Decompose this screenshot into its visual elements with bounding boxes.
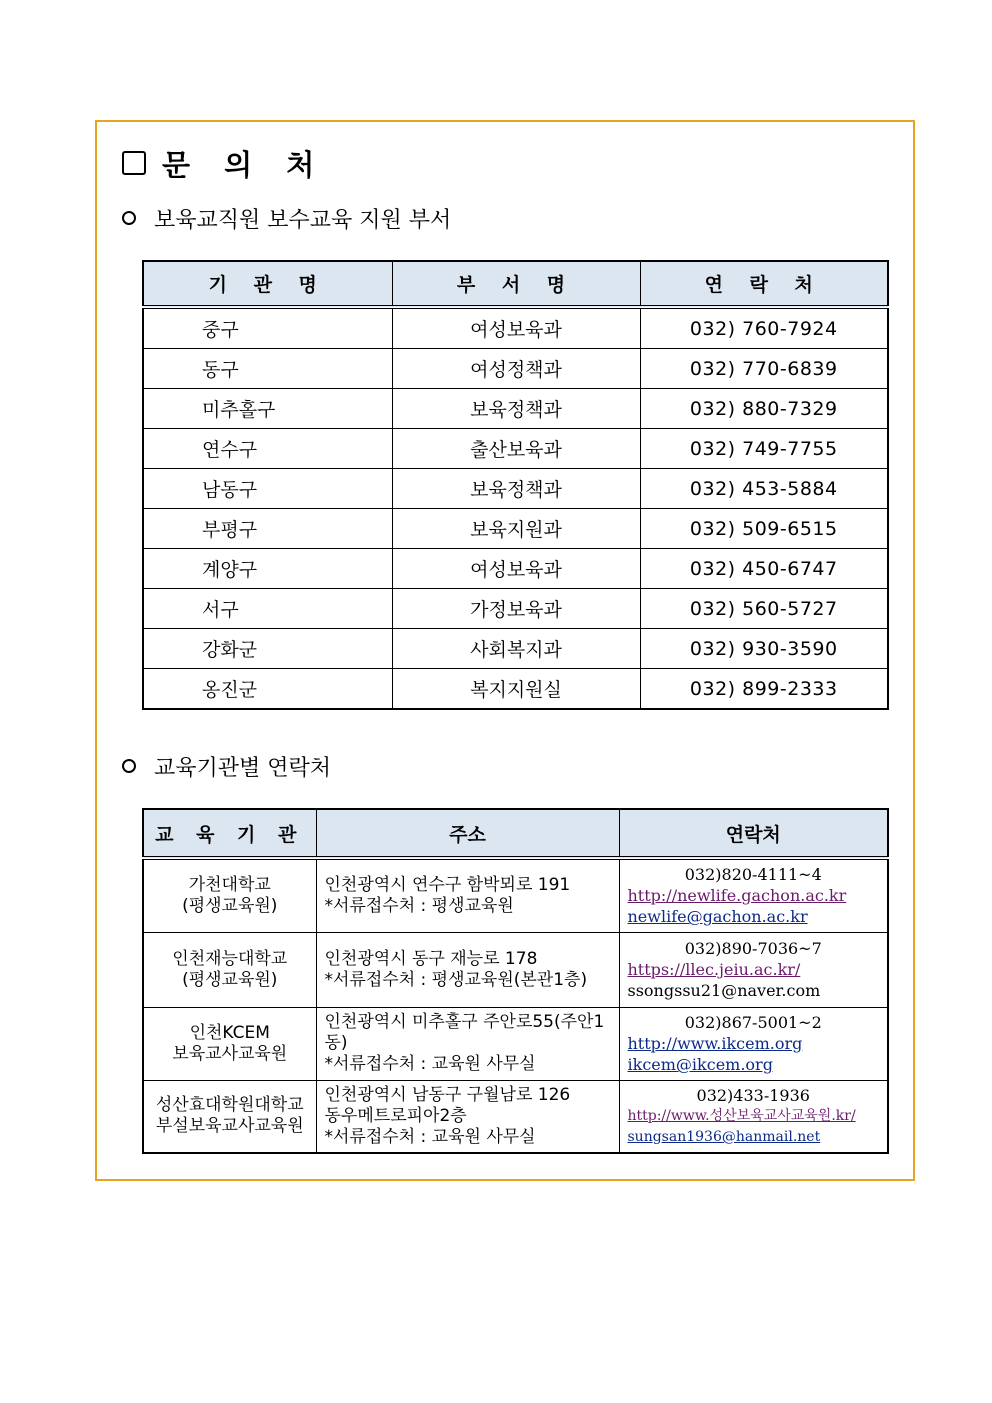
phone-number: 032) 770-6839 <box>640 349 888 389</box>
institution-line: 부설보육교사교육원 <box>155 1116 304 1137</box>
agency-name: 남동구 <box>143 469 392 509</box>
dept-name: 여성보육과 <box>392 549 640 589</box>
agency-name: 부평구 <box>143 509 392 549</box>
checkbox-icon <box>122 151 146 175</box>
dept-name: 가정보육과 <box>392 589 640 629</box>
agency-name: 중구 <box>143 307 392 349</box>
address-line: 인천광역시 동구 재능로 178 <box>324 948 538 969</box>
table-row <box>143 669 888 710</box>
institution-line: 보육교사교육원 <box>172 1043 288 1064</box>
phone-number: 032) 760-7924 <box>640 307 888 349</box>
address-line: *서류접수처 : 평생교육원 <box>324 895 514 916</box>
institution-line: 인천재능대학교 <box>172 948 288 969</box>
institution-name <box>143 1007 316 1080</box>
agency-name: 미추홀구 <box>143 389 392 429</box>
agency-name: 계양구 <box>143 549 392 589</box>
section1-heading: 보육교직원 보수교육 지원 부서 <box>154 207 452 233</box>
institution-line: 인천KCEM <box>189 1022 270 1043</box>
address-line: 인천광역시 연수구 함박뫼로 191 <box>324 874 571 895</box>
header-contact: 연락처 <box>619 809 888 858</box>
institution-line: 성산효대학원대학교 <box>155 1095 304 1116</box>
address <box>316 1080 619 1153</box>
address-line: *서류접수처 : 교육원 사무실 <box>324 1054 536 1074</box>
section1-heading-row <box>122 204 451 232</box>
website-link[interactable]: http://www.ikcem.org <box>627 1034 803 1053</box>
table-row <box>143 1080 888 1153</box>
table-header-row <box>143 809 888 858</box>
institution-name <box>143 858 316 932</box>
address-line: 인천광역시 남동구 구월남로 126 <box>324 1084 571 1105</box>
contact-phone: 032)433-1936 <box>696 1085 810 1105</box>
phone-number: 032) 899-2333 <box>640 669 888 710</box>
header-dept: 부 서 명 <box>392 261 640 307</box>
table-row <box>143 858 888 932</box>
table-row <box>143 589 888 629</box>
phone-number: 032) 749-7755 <box>640 429 888 469</box>
agency-name: 동구 <box>143 349 392 389</box>
circle-bullet-icon <box>122 211 136 225</box>
phone-number: 032) 560-5727 <box>640 589 888 629</box>
phone-number: 032) 453-5884 <box>640 469 888 509</box>
table-row <box>143 629 888 669</box>
dept-name: 여성보육과 <box>392 307 640 349</box>
address-line: 동우메트로피아2층 <box>324 1105 467 1126</box>
section2-heading: 교육기관별 연락처 <box>154 755 332 781</box>
dept-name: 여성정책과 <box>392 349 640 389</box>
institution-name <box>143 1080 316 1153</box>
dept-name: 사회복지과 <box>392 629 640 669</box>
contact-info <box>619 1007 888 1080</box>
address <box>316 1007 619 1080</box>
support-dept-table <box>142 260 889 710</box>
table-row <box>143 307 888 349</box>
header-institution: 교 육 기 관 <box>143 809 316 858</box>
contact-info <box>619 932 888 1007</box>
table-row <box>143 509 888 549</box>
dept-name: 보육정책과 <box>392 389 640 429</box>
header-agency: 기 관 명 <box>143 261 392 307</box>
dept-name: 복지지원실 <box>392 669 640 710</box>
agency-name: 연수구 <box>143 429 392 469</box>
contact-phone: 032)820-4111~4 <box>684 865 822 885</box>
title-row <box>122 146 326 180</box>
page-title: 문 의 처 <box>162 147 327 182</box>
table-row <box>143 549 888 589</box>
email-link[interactable]: ikcem@ikcem.org <box>627 1055 773 1074</box>
section2-heading-row <box>122 752 331 780</box>
table-row <box>143 389 888 429</box>
header-address: 주소 <box>316 809 619 858</box>
institution-line: (평생교육원) <box>182 895 278 916</box>
contact-phone: 032)867-5001~2 <box>684 1013 822 1032</box>
address-line: 인천광역시 미추홀구 주안로55(주안1동) <box>324 1012 605 1053</box>
institution-name <box>143 932 316 1007</box>
website-link[interactable]: https://llec.jeiu.ac.kr/ <box>627 960 801 979</box>
dept-name: 보육지원과 <box>392 509 640 549</box>
address <box>316 858 619 932</box>
address <box>316 932 619 1007</box>
website-link[interactable]: http://www.성산보육교사교육원.kr/ <box>627 1107 856 1124</box>
email-link: ssongssu21@naver.com <box>627 981 821 1000</box>
agency-name: 옹진군 <box>143 669 392 710</box>
address-line: *서류접수처 : 교육원 사무실 <box>324 1126 536 1147</box>
dept-name: 보육정책과 <box>392 469 640 509</box>
table-row <box>143 469 888 509</box>
phone-number: 032) 450-6747 <box>640 549 888 589</box>
institution-table <box>142 808 889 1154</box>
contact-info <box>619 858 888 932</box>
phone-number: 032) 930-3590 <box>640 629 888 669</box>
contact-info <box>619 1080 888 1153</box>
phone-number: 032) 509-6515 <box>640 509 888 549</box>
institution-line: (평생교육원) <box>182 969 278 990</box>
table-row <box>143 1007 888 1080</box>
email-link[interactable]: newlife@gachon.ac.kr <box>627 907 808 927</box>
table-header-row <box>143 261 888 307</box>
table-row <box>143 932 888 1007</box>
email-link[interactable]: sungsan1936@hanmail.net <box>627 1128 821 1145</box>
header-phone: 연 락 처 <box>640 261 888 307</box>
address-line: *서류접수처 : 평생교육원(본관1층) <box>324 969 588 990</box>
website-link[interactable]: http://newlife.gachon.ac.kr <box>627 886 847 906</box>
contact-phone: 032)890-7036~7 <box>684 939 822 958</box>
circle-bullet-icon <box>122 759 136 773</box>
dept-name: 출산보육과 <box>392 429 640 469</box>
institution-line: 가천대학교 <box>188 874 271 895</box>
agency-name: 서구 <box>143 589 392 629</box>
table-row <box>143 429 888 469</box>
agency-name: 강화군 <box>143 629 392 669</box>
table-row <box>143 349 888 389</box>
phone-number: 032) 880-7329 <box>640 389 888 429</box>
